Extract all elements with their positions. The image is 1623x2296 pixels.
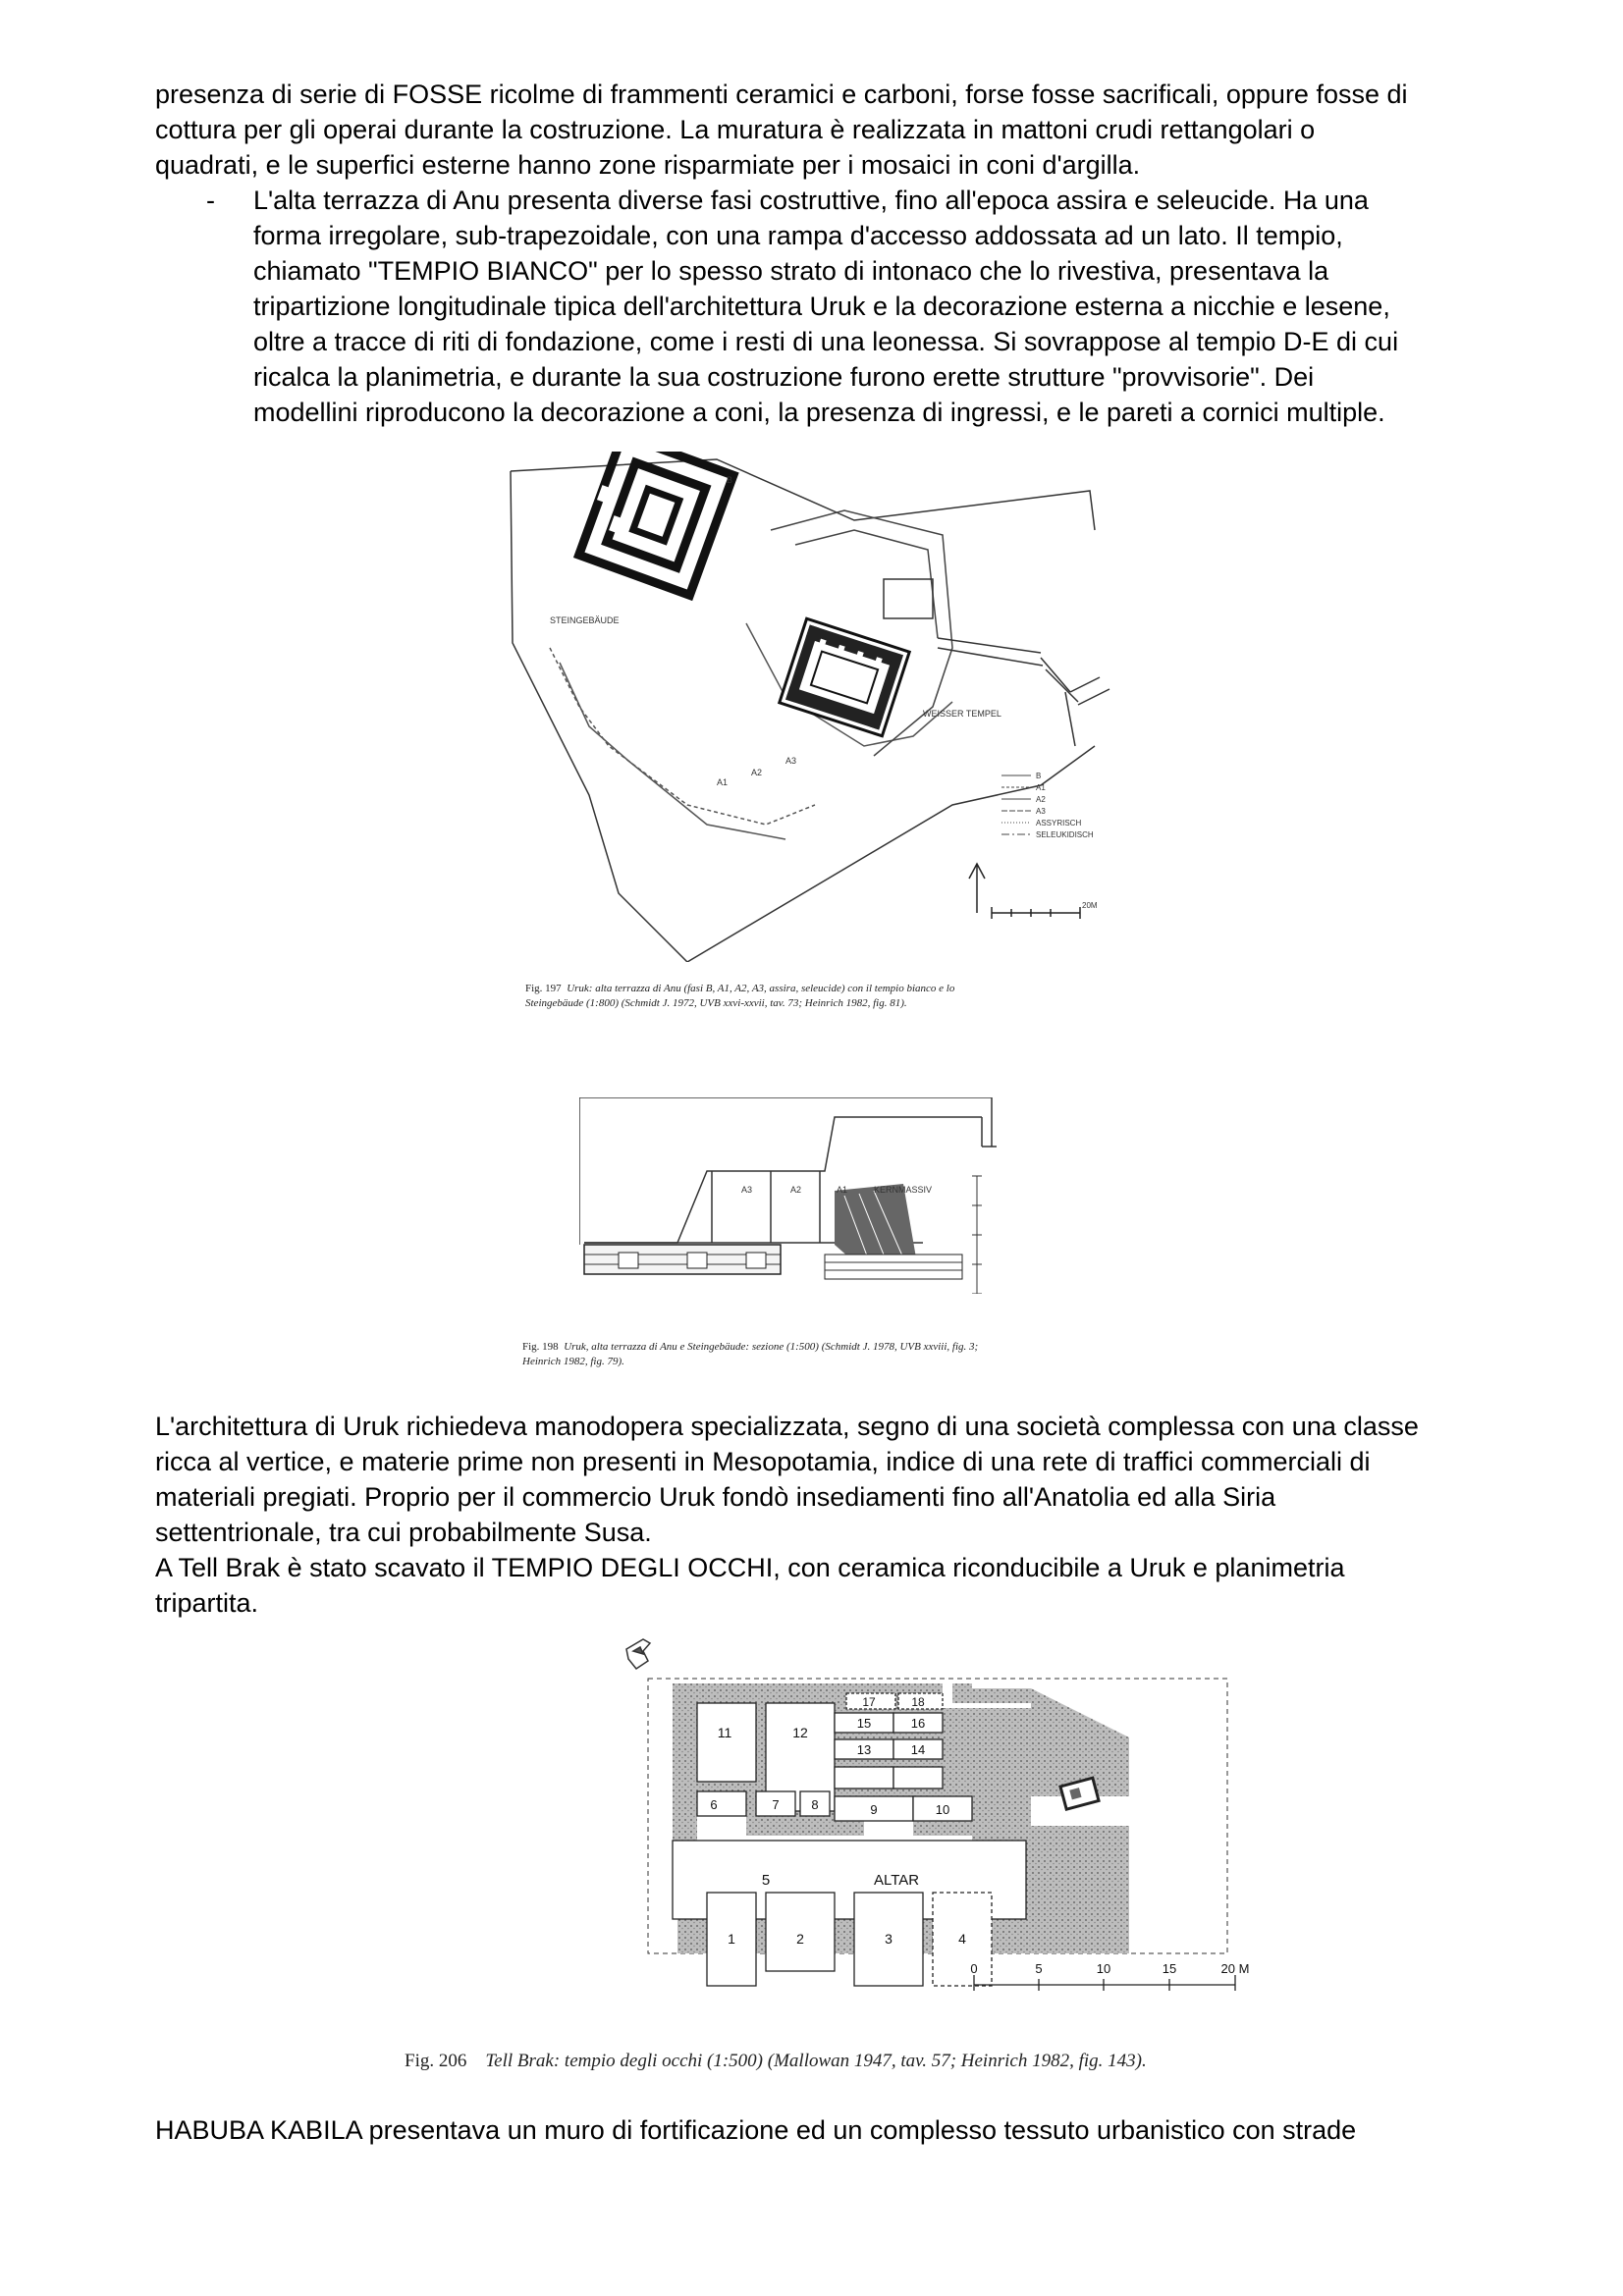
scale-20m: 20 M [1220, 1961, 1250, 1976]
label-a2: A2 [751, 768, 763, 777]
fig197-caption-line: Uruk: alta terrazza di Anu (fasi B, A1, A2, A3, assira, seleucide) con il tempio bianco e lo [567, 983, 955, 994]
scale-15: 15 [1162, 1961, 1177, 1976]
room-15: 15 [856, 1716, 872, 1731]
room-16: 16 [910, 1716, 926, 1731]
legend-seleukidisch: SELEUKIDISCH [1036, 830, 1094, 839]
legend-a2: A2 [1036, 795, 1046, 804]
room-13: 13 [856, 1742, 872, 1757]
room-2: 2 [796, 1931, 804, 1947]
bullet-line: modellini riproducono la decorazione a coni, la presenza di ingressi, e le pareti a cornici multiple. [253, 398, 1385, 427]
room-5: 5 [761, 1872, 771, 1889]
bullet-paragraph [253, 183, 1490, 430]
middle-line: L'architettura di Uruk richiedeva manodopera specializzata, segno di una società complessa con una classe [155, 1412, 1419, 1441]
room-17: 17 [862, 1695, 876, 1709]
fig197-caption-line: Steingebäude (1:800) (Schmidt J. 1972, UVB xxvi-xxvii, tav. 73; Heinrich 1982, fig. 81). [525, 997, 907, 1009]
figure-198-caption [522, 1340, 978, 1369]
fig206-caption-text: Tell Brak: tempio degli occhi (1:500) (Mallowan 1947, tav. 57; Heinrich 1982, fig. 143). [485, 2051, 1147, 2071]
label-a3: A3 [785, 756, 797, 766]
section-label-kernmassiv: KERNMASSIV [874, 1185, 933, 1195]
room-8: 8 [811, 1797, 819, 1812]
habuba-line: HABUBA KABILA presentava un muro di fortificazione ed un complesso tessuto urbanistico con strade [155, 2115, 1357, 2145]
fig198-caption-line: Heinrich 1982, fig. 79). [522, 1356, 624, 1367]
bullet-marker: - [206, 186, 215, 215]
tell-brak-line: A Tell Brak è stato scavato il TEMPIO DEGLI OCCHI, con ceramica riconducibile a Uruk e planimetria [155, 1553, 1345, 1582]
room-14: 14 [910, 1742, 926, 1757]
fig197-number: Fig. 197 [525, 983, 562, 994]
fig198-number: Fig. 198 [522, 1341, 559, 1353]
room-1: 1 [728, 1931, 735, 1947]
scale-unit: 20M [1082, 901, 1098, 910]
intro-line: cottura per gli operai durante la costruzione. La muratura è realizzata in mattoni crudi rettangolari o [155, 115, 1316, 144]
bullet-line: L'alta terrazza di Anu presenta diverse fasi costruttive, fino all'epoca assira e seleucide. Ha una [253, 186, 1369, 215]
bullet-line: tripartizione longitudinale tipica dell'architettura Uruk e la decorazione esterna a nicchie e lesene, [253, 292, 1390, 321]
figure-197-plan [491, 452, 1119, 962]
room-18: 18 [911, 1695, 925, 1709]
altar-label: ALTAR [874, 1872, 920, 1889]
scale-0: 0 [970, 1961, 978, 1976]
scale-10: 10 [1096, 1961, 1111, 1976]
room-11: 11 [717, 1725, 732, 1740]
section-label-a1: A1 [837, 1185, 848, 1195]
bullet-line: forma irregolare, sub-trapezoidale, con una rampa d'accesso addossata ad un lato. Il tempio, [253, 221, 1343, 250]
bullet-line: oltre a tracce di riti di fondazione, come i resti di una leonessa. Si sovrappose al tempio D-E di cui [253, 327, 1399, 356]
intro-line: presenza di serie di FOSSE ricolme di frammenti ceramici e carboni, forse fosse sacrificali, oppure fosse di [155, 80, 1408, 109]
figure-198-section [579, 1097, 1001, 1294]
legend-a1: A1 [1036, 783, 1046, 792]
middle-line: settentrionale, tra cui probabilmente Susa. [155, 1518, 652, 1547]
intro-paragraph [155, 77, 1471, 183]
room-9: 9 [870, 1802, 878, 1817]
room-3: 3 [885, 1931, 893, 1947]
figure-206-plan [619, 1629, 1267, 2002]
bullet-line: chiamato "TEMPIO BIANCO" per lo spesso strato di intonaco che lo rivestiva, presentava la [253, 256, 1329, 286]
room-4: 4 [958, 1931, 966, 1947]
fig198-caption-line: Uruk, alta terrazza di Anu e Steingebäude: sezione (1:500) (Schmidt J. 1978, UVB xxviii, fig. 3; [564, 1341, 979, 1353]
room-7: 7 [772, 1797, 780, 1812]
scale-5: 5 [1035, 1961, 1043, 1976]
habuba-paragraph [155, 2112, 1471, 2148]
label-b: B [727, 475, 733, 485]
legend-assyrisch: ASSYRISCH [1036, 819, 1082, 828]
legend-a3: A3 [1036, 807, 1046, 816]
tell-brak-line: tripartita. [155, 1588, 259, 1618]
middle-line: materiali pregiati. Proprio per il commercio Uruk fondò insediamenti fino all'Anatolia ed alla Siria [155, 1482, 1276, 1512]
section-label-a2: A2 [790, 1185, 802, 1195]
label-a1: A1 [717, 777, 729, 787]
legend-b: B [1036, 772, 1042, 780]
section-label-a3: A3 [741, 1185, 753, 1195]
fig206-number: Fig. 206 [405, 2051, 467, 2071]
room-12: 12 [792, 1725, 808, 1740]
room-6: 6 [710, 1797, 718, 1812]
bullet-line: ricalca la planimetria, e durante la sua costruzione furono erette strutture "provvisorie". Dei [253, 362, 1315, 392]
label-weisser-tempel: WEISSER TEMPEL [923, 709, 1001, 719]
middle-paragraph [155, 1409, 1471, 1621]
middle-line: ricca al vertice, e materie prime non presenti in Mesopotamia, indice di una rete di traffici commerciali di [155, 1447, 1371, 1476]
figure-197-caption [525, 982, 954, 1011]
label-steingebaude: STEINGEBÄUDE [550, 615, 620, 625]
intro-line: quadrati, e le superfici esterne hanno zone risparmiate per i mosaici in coni d'argilla. [155, 150, 1141, 180]
figure-206-caption [405, 2050, 1147, 2073]
room-10: 10 [935, 1802, 950, 1817]
